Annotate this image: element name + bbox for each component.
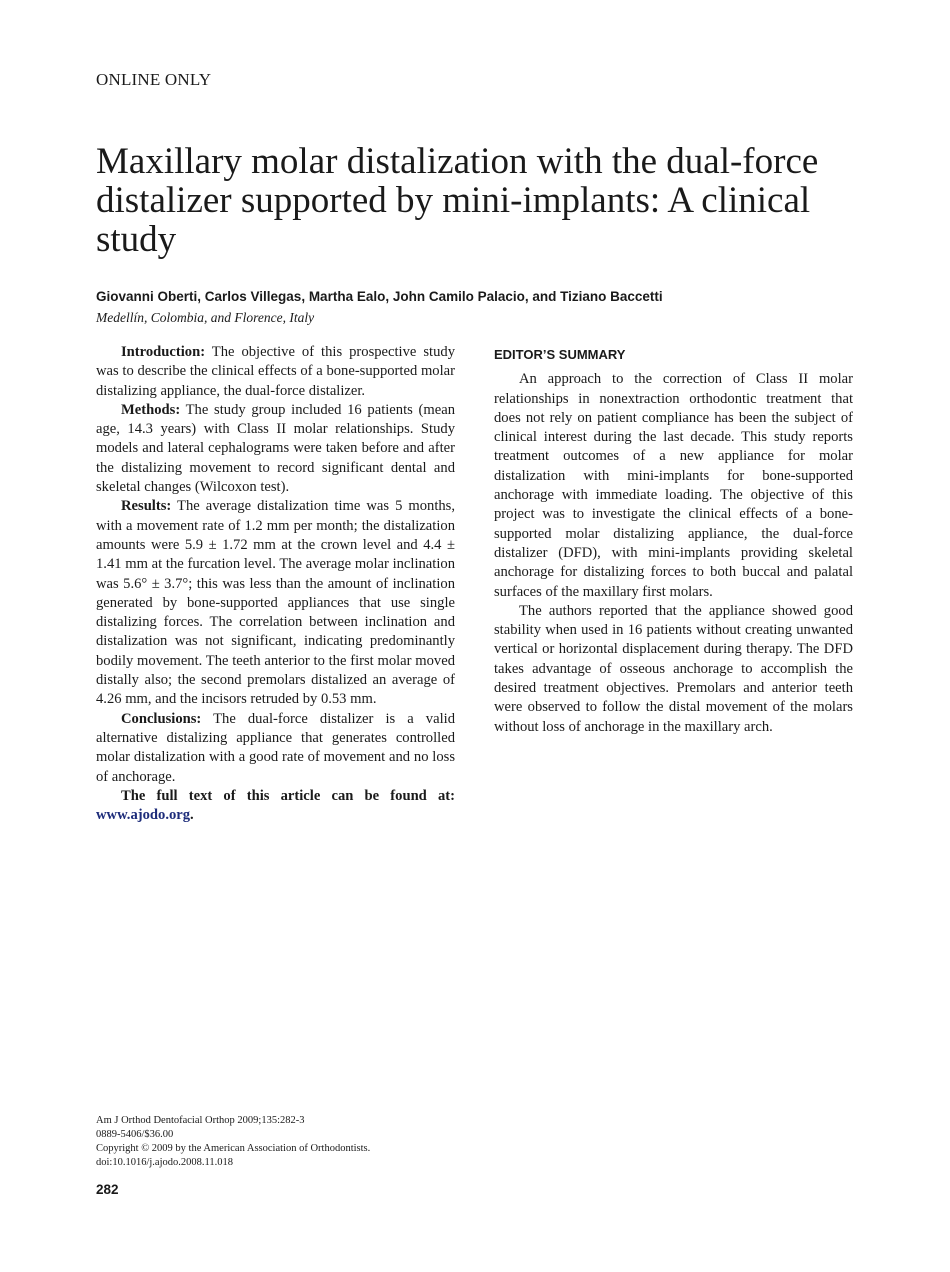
methods-text: The study group included 16 patients (mean age, 14.3 years) with Class II molar relationships. Study models and lateral cephalograms were taken before and after the distalizing movement to record significant dental and skeletal changes (Wilcoxon test). <box>96 401 455 496</box>
article-title: Maxillary molar distalization with the dual-force distalizer supported by mini-implants: A clinical study <box>96 141 819 260</box>
conclusions-text: The dual-force distalizer is a valid alternative distalizing appliance that generates controlled molar distalization with a good rate of movement and no loss of anchorage. <box>96 710 455 785</box>
results-label: Results: <box>121 498 172 515</box>
abstract-results <box>96 497 455 709</box>
fulltext-end: . <box>190 807 194 824</box>
abstract-introduction <box>96 343 455 401</box>
introduction-text: The objective of this prospective study was to describe the clinical effects of a bone-supported molar distalizing appliance, the dual-force distalizer. <box>96 344 455 399</box>
abstract-column <box>96 343 455 825</box>
page-number: 282 <box>96 1182 119 1197</box>
fulltext-link[interactable]: www.ajodo.org <box>96 807 191 824</box>
issn-price: 0889-5406/$36.00 <box>96 1129 174 1140</box>
conclusions-label: Conclusions: <box>121 710 202 727</box>
editors-summary-column <box>494 343 853 737</box>
copyright-notice: Copyright © 2009 by the American Association of Orthodontists. <box>96 1143 371 1154</box>
section-label: ONLINE ONLY <box>96 70 212 89</box>
article-footer <box>96 1114 370 1170</box>
editors-summary-heading: EDITOR’S SUMMARY <box>494 347 626 362</box>
introduction-label: Introduction: <box>121 344 206 360</box>
doi: doi:10.1016/j.ajodo.2008.11.018 <box>96 1157 233 1168</box>
results-text: The average distalization time was 5 months, with a movement rate of 1.2 mm per month; the distalization amounts were 5.9 ± 1.72 mm at the crown level and 4.4 ± 1.41 mm at the furcation level. The average molar inclination was 5.6° ± 3.7°; this was less than the amount of inclination generated by bone-supported appliances that use single distalizing forces. The correlation between inclination and distalization was not significant, indicating predominantly bodily movement. The teeth anterior to the first molar moved distally also; the second premolars distalized an average of 4.26 mm, and the incisors retruded by 0.53 mm. <box>96 498 456 708</box>
editors-summary-paragraph-1: An approach to the correction of Class II molar relationships in nonextraction orthodontic treatment that does not rely on patient compliance has been the subject of clinical interest during the last decade. This study reports treatment outcomes of a new appliance for molar distalization with mini-implants for bone-supported anchorage with immediate loading. The objective of this project was to investigate the clinical effects of a bone-supported molar distalizing appliance, the dual-force distalizer (DFD), with mini-implants providing skeletal anchorage for distalizing forces to both buccal and palatal surfaces of the maxillary first molars. <box>494 371 853 600</box>
abstract-methods <box>96 401 455 497</box>
methods-label: Methods: <box>121 401 181 418</box>
fulltext-label: The full text of this article can be found at: <box>121 787 455 804</box>
author-list: Giovanni Oberti, Carlos Villegas, Martha Ealo, John Camilo Palacio, and Tiziano Baccetti <box>96 289 663 304</box>
editors-summary-paragraph-2: The authors reported that the appliance showed good stability when used in 16 patients without creating unwanted vertical or horizontal displacement during therapy. The DFD takes advantage of osseous anchorage to accomplish the desired treatment objectives. Premolars and anterior teeth were observed to follow the distal movement of the molars without loss of anchorage in the maxillary arch. <box>494 602 853 735</box>
journal-citation: Am J Orthod Dentofacial Orthop 2009;135:282-3 <box>96 1115 305 1126</box>
author-affiliation: Medellín, Colombia, and Florence, Italy <box>96 310 315 325</box>
abstract-conclusions <box>96 710 455 787</box>
fulltext-note <box>96 787 455 826</box>
